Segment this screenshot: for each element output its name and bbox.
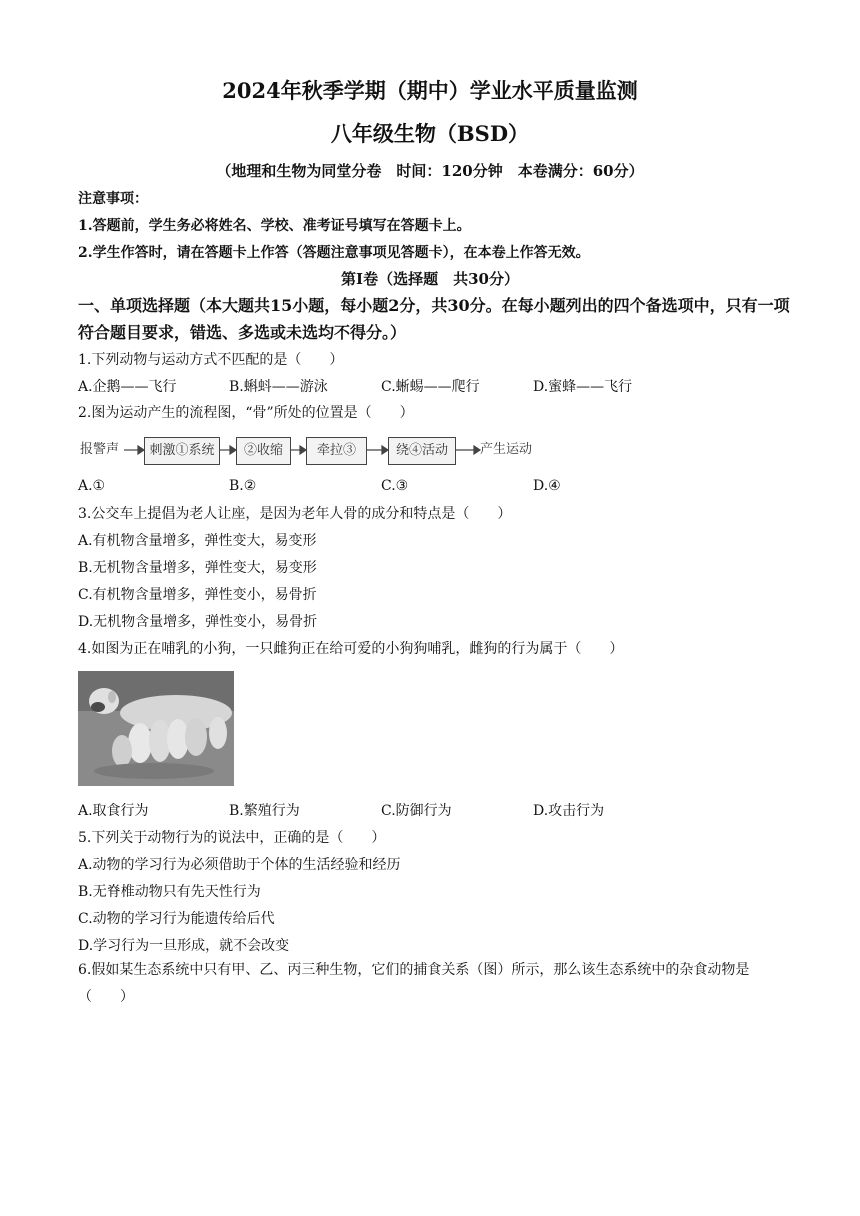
question-stem: 6.假如某生态系统中只有甲、乙、丙三种生物，它们的捕食关系（图）所示，那么该生态系统中的杂食动物是（ ） [78,962,750,1005]
note-item: 1.答题前，学生务必将姓名、学校、准考证号填写在答题卡上。 [78,218,471,234]
option-a: A.① [78,478,106,494]
note-item: 2.学生作答时，请在答题卡上作答（答题注意事项见答题卡），在本卷上作答无效。 [78,245,590,261]
option-d: D.攻击行为 [533,803,605,819]
question-stem: 5.下列关于动物行为的说法中，正确的是（ ） [78,830,386,846]
option-a: A.取食行为 [78,803,149,819]
option-b: B.无机物含量增多，弹性变大，易变形 [78,560,317,576]
option-d: D.④ [533,478,561,494]
option-b: B.② [229,478,257,494]
flow-box-rotate: 绕④活动 [388,437,456,465]
flow-start-text: 报警声 [80,442,120,457]
flow-box-pull: 牵拉③ [306,437,367,465]
option-d: D.蜜蜂——飞行 [533,379,633,395]
option-a: A.企鹅——飞行 [78,379,177,395]
exam-info: （地理和生物为同堂分卷 时间：120分钟 本卷满分：60分） [216,162,644,180]
option-c: C.蜥蜴——爬行 [381,379,480,395]
section-instructions: 一、单项选择题（本大题共15小题，每小题2分，共30分。在每小题列出的四个备选项中，只有一项符合题目要求，错选、多选或未选均不得分。） [78,296,790,342]
option-c: C.③ [381,478,409,494]
question-stem: 1.下列动物与运动方式不匹配的是（ ） [78,352,344,368]
movement-flowchart [78,435,548,469]
nursing-dog-photo [78,671,234,786]
flow-end-text: 产生运动 [480,442,533,457]
exam-title: 2024年秋季学期（期中）学业水平质量监测 [222,78,638,103]
option-a: A.动物的学习行为必须借助于个体的生活经验和经历 [78,857,401,873]
notes-heading: 注意事项： [78,191,148,207]
question-stem: 4.如图为正在哺乳的小狗，一只雌狗正在给可爱的小狗狗哺乳，雌狗的行为属于（ ） [78,641,624,657]
option-c: C.有机物含量增多，弹性变小，易骨折 [78,587,317,603]
question-stem: 2.图为运动产生的流程图，“骨”所处的位置是（ ） [78,405,414,421]
option-c: C.防御行为 [381,803,452,819]
option-c: C.动物的学习行为能遗传给后代 [78,911,275,927]
question-stem: 3.公交车上提倡为老人让座，是因为老年人骨的成分和特点是（ ） [78,506,512,522]
flow-box-contract: ②收缩 [236,437,291,465]
option-d: D.学习行为一旦形成，就不会改变 [78,938,290,954]
exam-subject: 八年级生物（BSD） [330,121,530,146]
flow-box-nervous-system: 刺激①系统 [144,437,220,465]
option-b: B.蝌蚪——游泳 [229,379,328,395]
option-b: B.繁殖行为 [229,803,300,819]
option-a: A.有机物含量增多，弹性变大，易变形 [78,533,317,549]
part-title: 第Ⅰ卷（选择题 共30分） [341,270,519,288]
option-b: B.无脊椎动物只有先天性行为 [78,884,261,900]
option-d: D.无机物含量增多，弹性变小，易骨折 [78,614,318,630]
